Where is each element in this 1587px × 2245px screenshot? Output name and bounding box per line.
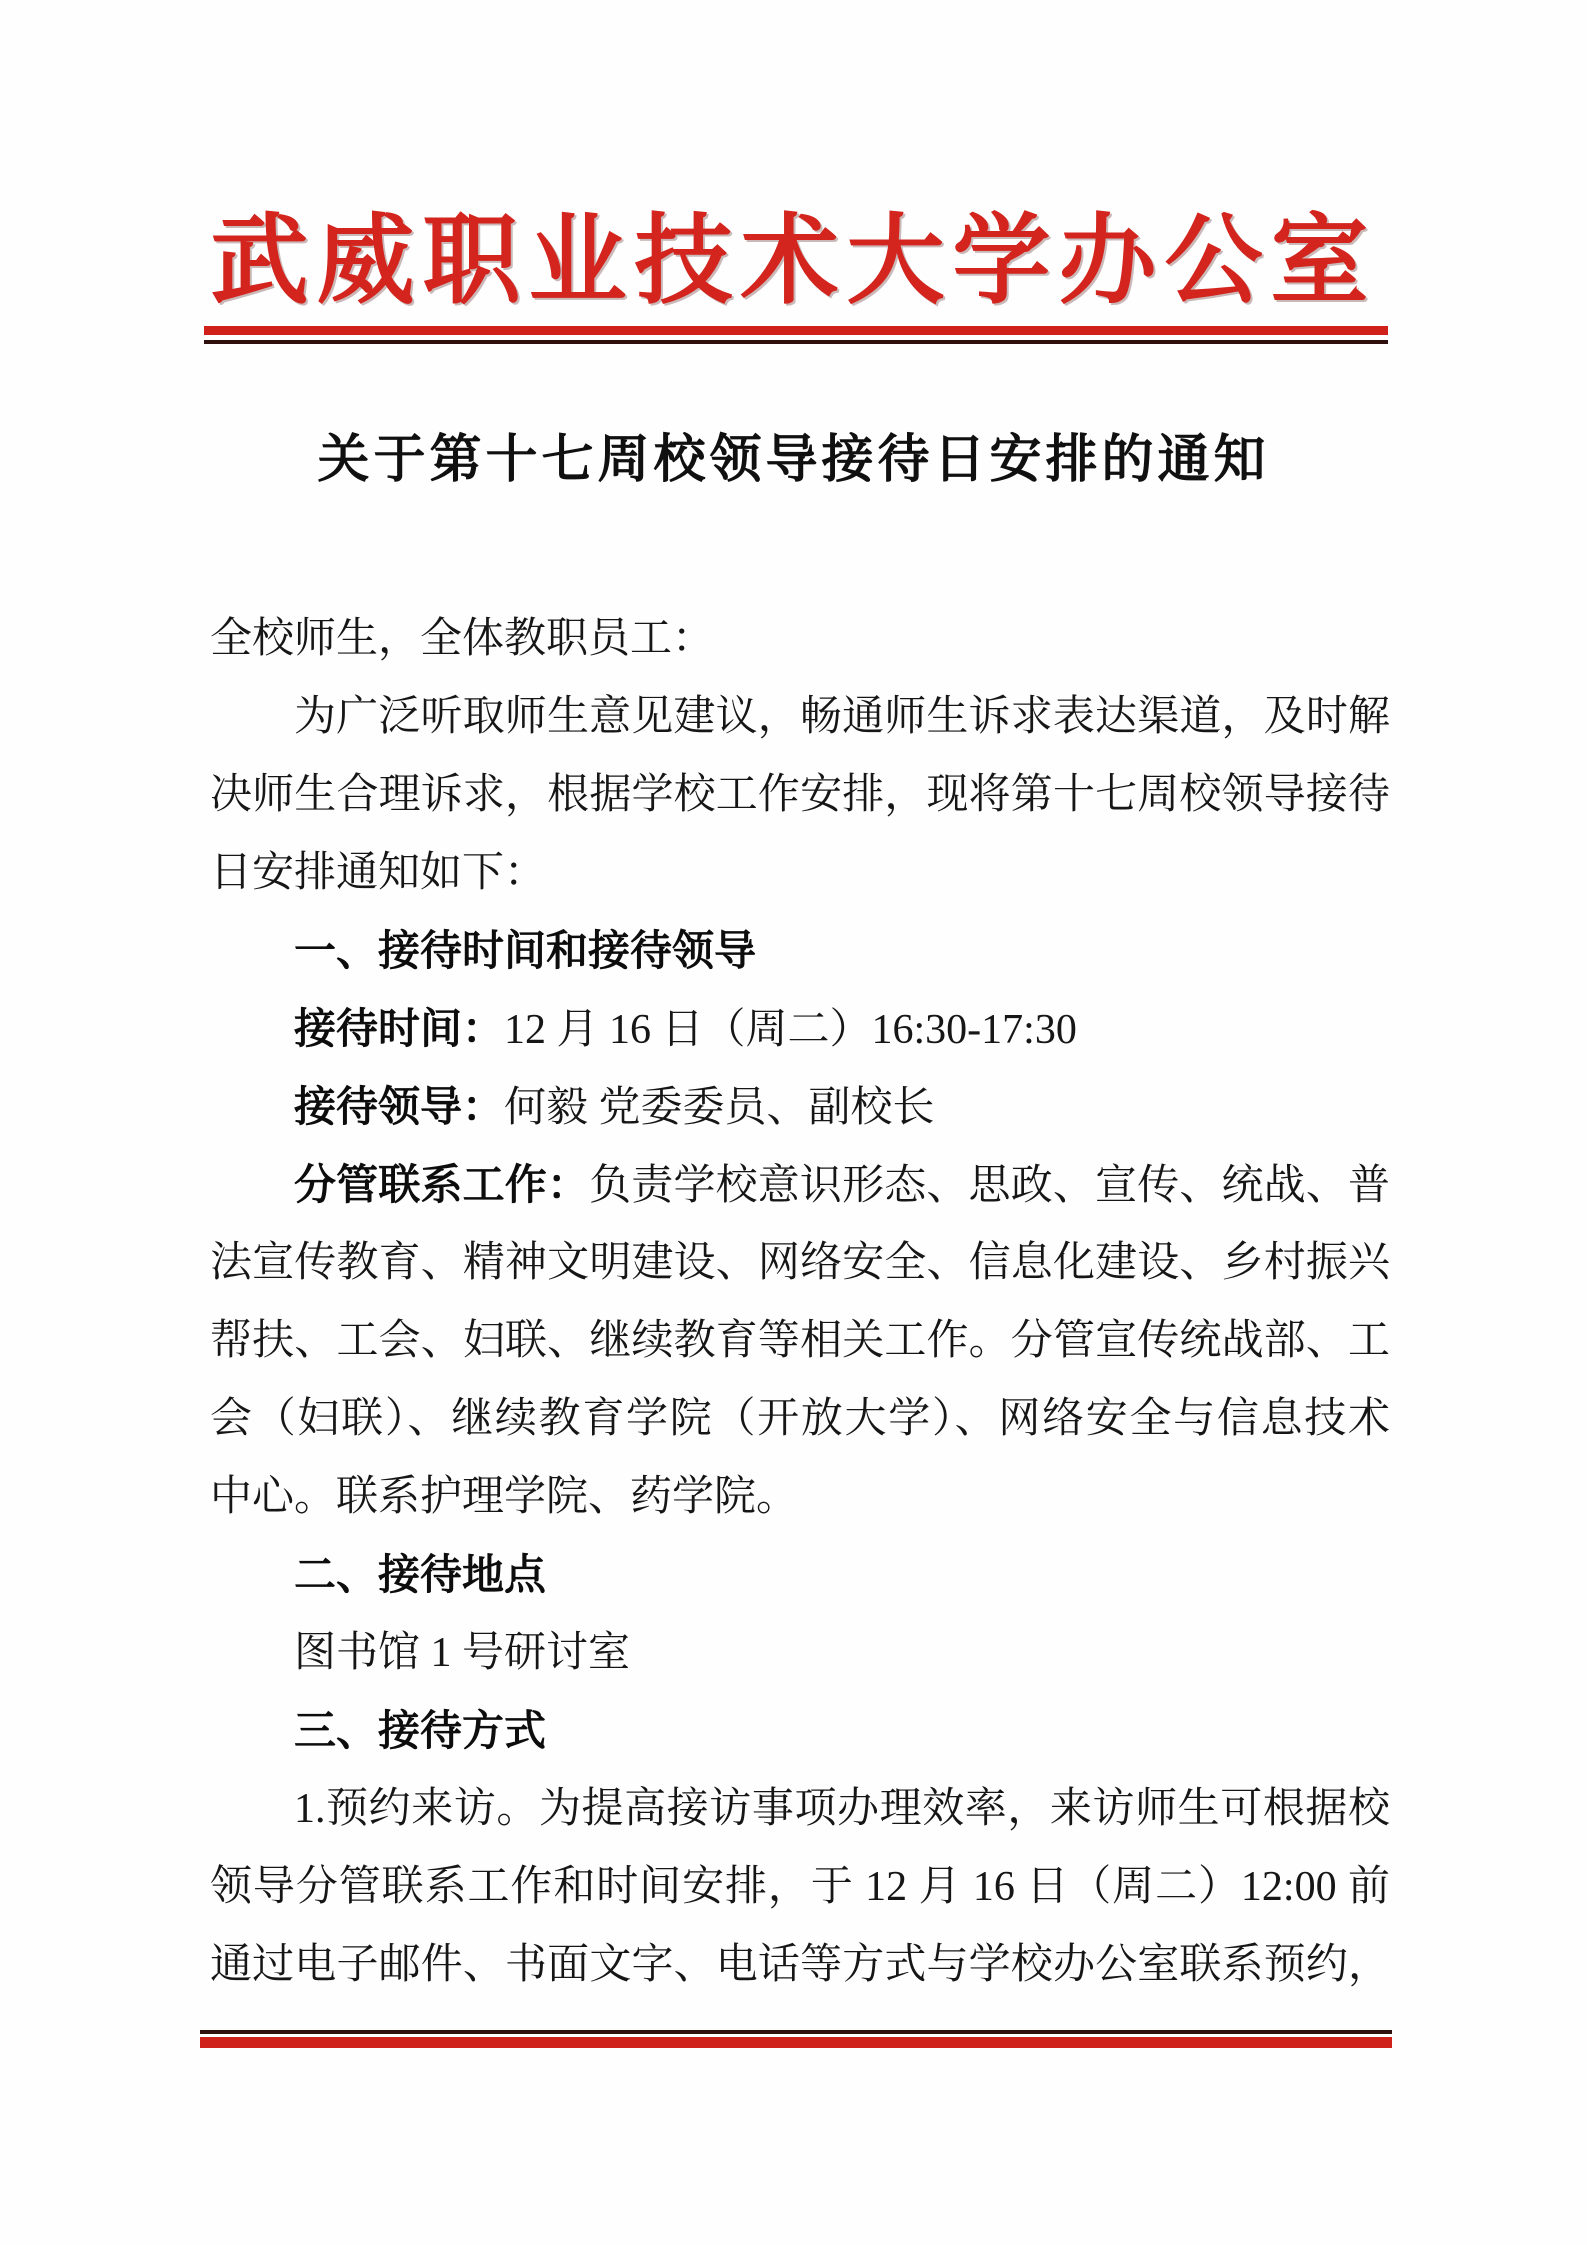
section-heading	[210, 1692, 1390, 1770]
body-line	[210, 1770, 1390, 1848]
body-line	[210, 1068, 1390, 1146]
body-line	[210, 1614, 1390, 1692]
label-bold: 三、接待方式	[294, 1707, 547, 1754]
body-line	[210, 990, 1390, 1068]
body-line	[210, 1848, 1390, 1926]
body-text: 为广泛听取师生意见建议，畅通师生诉求表达渠道，及时解	[294, 694, 1390, 740]
body-text: 通过电子邮件、书面文字、电话等方式与学校办公室联系预约，	[210, 1942, 1390, 1988]
label-bold: 一、接待时间和接待领导	[294, 927, 757, 974]
body-text: 帮扶、工会、妇联、继续教育等相关工作。分管宣传统战部、工	[210, 1318, 1390, 1364]
label-bold: 分管联系工作：	[294, 1161, 590, 1208]
body-text: 1.预约来访。为提高接访事项办理效率，来访师生可根据校	[294, 1786, 1390, 1832]
body-text: 中心。联系护理学院、药学院。	[210, 1474, 799, 1520]
body-line	[210, 1458, 1390, 1536]
document-body	[210, 600, 1390, 2004]
body-text: 会（妇联）、继续教育学院（开放大学）、网络安全与信息技术	[210, 1396, 1390, 1442]
body-text: 领导分管联系工作和时间安排，于 12 月 16 日（周二）12:00 前	[210, 1864, 1390, 1910]
body-line	[210, 1380, 1390, 1458]
body-text: 决师生合理诉求，根据学校工作安排，现将第十七周校领导接待	[210, 772, 1390, 818]
section-heading	[210, 1536, 1390, 1614]
body-text: 12 月 16 日（周二）16:30-17:30	[504, 1007, 1077, 1053]
header-rule-red	[204, 326, 1388, 335]
body-line	[210, 1302, 1390, 1380]
body-line	[210, 1224, 1390, 1302]
body-line	[210, 834, 1390, 912]
label-bold: 接待领导：	[294, 1083, 505, 1130]
footer-rule-red	[200, 2037, 1392, 2048]
body-line	[210, 600, 1390, 678]
body-text: 负责学校意识形态、思政、宣传、统战、普	[589, 1163, 1390, 1209]
body-text: 何毅 党委委员、副校长	[504, 1085, 935, 1131]
header-rule-dark	[204, 340, 1388, 344]
body-text: 图书馆 1 号研讨室	[294, 1630, 631, 1676]
body-line	[210, 678, 1390, 756]
body-line	[210, 1146, 1390, 1224]
document-title: 关于第十七周校领导接待日安排的通知	[317, 432, 1270, 489]
body-line	[210, 756, 1390, 834]
body-text: 全校师生，全体教职员工：	[210, 616, 715, 662]
body-text: 法宣传教育、精神文明建设、网络安全、信息化建设、乡村振兴	[210, 1240, 1390, 1286]
letterhead-title: 武威职业技术大学办公室	[210, 208, 1377, 316]
body-line	[210, 1926, 1390, 2004]
body-text: 日安排通知如下：	[210, 850, 547, 896]
section-heading	[210, 912, 1390, 990]
label-bold: 二、接待地点	[294, 1551, 547, 1598]
footer-rule-dark	[200, 2030, 1392, 2034]
label-bold: 接待时间：	[294, 1005, 505, 1052]
